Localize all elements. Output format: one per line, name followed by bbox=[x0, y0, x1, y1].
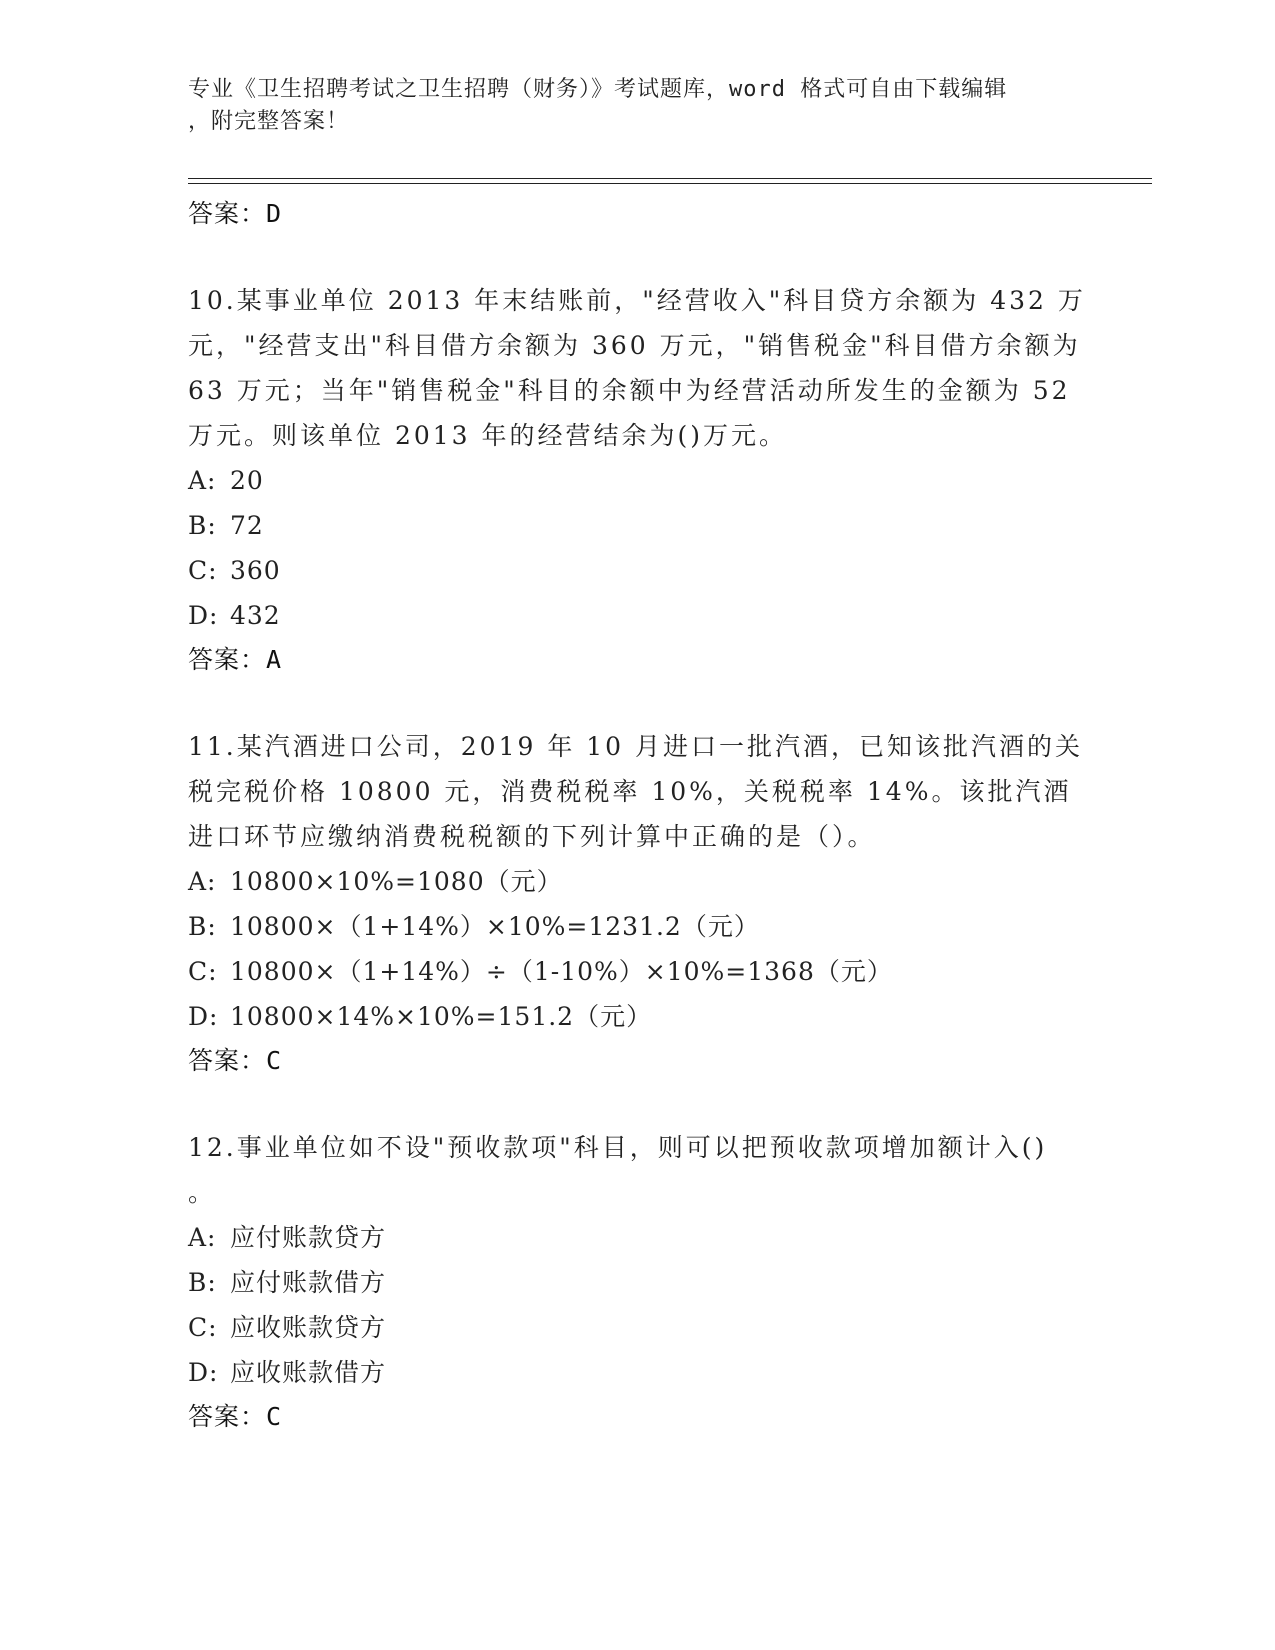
option-b bbox=[188, 503, 1088, 548]
option-key: C: bbox=[188, 957, 218, 986]
option-a bbox=[188, 859, 1088, 904]
header-rule-top bbox=[188, 178, 1152, 179]
option-d bbox=[188, 593, 1088, 638]
question-text: 12.事业单位如不设"预收款项"科目，则可以把预收款项增加额计入() bbox=[188, 1133, 1048, 1162]
question-12 bbox=[188, 1125, 1088, 1439]
header-line-1: 专业《卫生招聘考试之卫生招聘（财务）》考试题库，word 格式可自由下载编辑 bbox=[188, 77, 1008, 102]
option-a bbox=[188, 458, 1088, 503]
option-value: 应收账款贷方 bbox=[230, 1313, 387, 1342]
option-key: A: bbox=[188, 867, 217, 896]
answer: 答案：C bbox=[188, 1402, 283, 1431]
option-key: D: bbox=[188, 601, 219, 630]
document-body bbox=[188, 192, 1088, 1439]
option-b bbox=[188, 904, 1088, 949]
option-key: B: bbox=[188, 511, 217, 540]
option-value: 432 bbox=[230, 601, 281, 630]
question-text: 11.某汽酒进口公司，2019 年 10 月进口一批汽酒，已知该批汽酒的关税完税价格 10800 元，消费税税率 10%，关税税率 14%。该批汽酒进口环节应缴纳消费税税额的下列计算中正确的是（）。 bbox=[188, 732, 1084, 851]
option-key: D: bbox=[188, 1358, 219, 1387]
option-d bbox=[188, 1350, 1088, 1395]
option-c bbox=[188, 949, 1088, 994]
question-text: 10.某事业单位 2013 年末结账前，"经营收入"科目贷方余额为 432 万元，"经营支出"科目借方余额为 360 万元，"销售税金"科目借方余额为 63 万元；当年"销售税金"科目的余额中为经营活动所发生的金额为 52 万元。则该单位 2013 年的经营结余为()万元。 bbox=[188, 286, 1086, 450]
option-key: A: bbox=[188, 1223, 217, 1252]
document-header bbox=[188, 74, 1068, 138]
question-text-tail: 。 bbox=[188, 1178, 214, 1207]
option-value: 应付账款贷方 bbox=[230, 1223, 387, 1252]
option-key: B: bbox=[188, 1268, 217, 1297]
option-a bbox=[188, 1215, 1088, 1260]
question-10 bbox=[188, 278, 1088, 682]
answer: 答案：C bbox=[188, 1046, 283, 1075]
option-c bbox=[188, 548, 1088, 593]
option-value: 10800×14%×10%=151.2（元） bbox=[230, 1002, 653, 1031]
previous-answer: 答案：D bbox=[188, 199, 283, 228]
option-key: D: bbox=[188, 1002, 219, 1031]
header-line-2: ，附完整答案！ bbox=[188, 109, 350, 134]
option-value: 应付账款借方 bbox=[230, 1268, 387, 1297]
option-value: 360 bbox=[230, 556, 281, 585]
option-value: 10800×10%=1080（元） bbox=[230, 867, 563, 896]
option-key: C: bbox=[188, 1313, 218, 1342]
option-value: 20 bbox=[230, 466, 264, 495]
option-value: 72 bbox=[230, 511, 264, 540]
header-rule-bottom bbox=[188, 183, 1152, 184]
option-value: 应收账款借方 bbox=[230, 1358, 387, 1387]
option-d bbox=[188, 994, 1088, 1039]
option-key: A: bbox=[188, 466, 217, 495]
question-11 bbox=[188, 724, 1088, 1083]
answer: 答案：A bbox=[188, 645, 283, 674]
option-value: 10800×（1+14%）×10%=1231.2（元） bbox=[230, 912, 760, 941]
option-value: 10800×（1+14%）÷（1-10%）×10%=1368（元） bbox=[230, 957, 893, 986]
option-key: B: bbox=[188, 912, 217, 941]
option-c bbox=[188, 1305, 1088, 1350]
option-key: C: bbox=[188, 556, 218, 585]
option-b bbox=[188, 1260, 1088, 1305]
